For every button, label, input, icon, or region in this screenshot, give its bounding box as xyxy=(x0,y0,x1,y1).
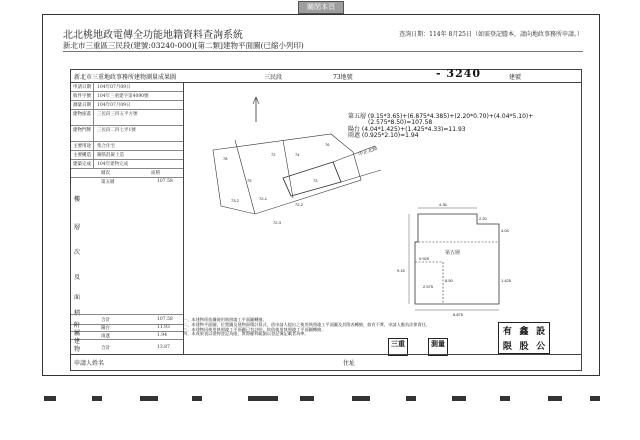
formula-line: 雨遮 (0.925*2.10)=1.94 xyxy=(348,132,419,140)
sub-label: 雨遮 xyxy=(101,334,110,339)
info-label: 主要構造 xyxy=(73,153,91,158)
info-label: 建築完成 xyxy=(73,162,91,167)
formula-line: 陽台 (4.04*1.425)+(1.425*4.33)=11.93 xyxy=(348,125,466,133)
applicant-label: 申請人姓名 xyxy=(74,360,105,367)
dimension-label: 8.50 xyxy=(445,278,453,283)
info-label: 申請日期 xyxy=(73,85,91,90)
formula-line: 第五層 (9.15*3.65)+(6.875*4.385)+(2.20*0.70)+(4.04*5.10)+ xyxy=(348,113,534,120)
dimension-label: 0.925 xyxy=(419,256,430,261)
area-header-area: 面積 xyxy=(151,171,160,176)
seal-char: 設 xyxy=(536,327,546,337)
sub-total-row xyxy=(71,339,183,353)
info-label: 建物座落 xyxy=(73,112,91,117)
sub-value: 11.93 xyxy=(157,325,170,330)
road-label: 中正北路 xyxy=(357,145,379,158)
info-value: 鋼筋混凝土造 xyxy=(97,153,124,158)
area-formula xyxy=(348,114,533,140)
note-line: 一、本建物係依據使用執照竣工平面圖轉繪。 xyxy=(183,317,267,322)
sub-value: 1.94 xyxy=(157,333,168,338)
area-row xyxy=(71,177,183,186)
info-label: 建物門牌 xyxy=(73,128,91,133)
area-header-floor: 層次 xyxy=(101,171,110,176)
dimension-label: 1.425 xyxy=(501,278,512,283)
stamp-text: 測量 xyxy=(431,339,445,348)
side-label: 面 xyxy=(74,294,81,301)
sub-total-label: 合計 xyxy=(101,346,110,351)
seal-char: 鑫 xyxy=(519,327,529,337)
side-label: 樓 xyxy=(74,196,81,203)
sub-label: 陽台 xyxy=(101,326,110,331)
lower-label: 建 xyxy=(74,338,81,345)
lot-label: 72-1 xyxy=(259,196,268,201)
building-number-dash: - xyxy=(436,67,442,80)
side-label: 積 xyxy=(74,310,81,317)
document-subtitle: 新北市三重區三民段(建號:03240-000)[第二類]建物平面圖(已縮小列印) xyxy=(63,41,304,50)
dimension-label: 9.15 xyxy=(397,268,405,273)
lot-label: 72-3 xyxy=(273,220,282,225)
lot-label: 76 xyxy=(325,142,330,147)
formula-line: (2.575*8.50)=107.58 xyxy=(368,119,433,127)
stamp-text: 三重 xyxy=(391,339,405,348)
lot-label: 72-2 xyxy=(295,202,304,207)
survey-office: 新北市三重地政事務所建物測量成果圖 xyxy=(74,74,177,81)
dimension-label: 2.575 xyxy=(423,284,434,289)
lower-label: 物 xyxy=(74,346,81,353)
side-label: 層 xyxy=(74,224,81,231)
lot-label: 74 xyxy=(295,152,300,157)
document-page xyxy=(42,14,600,376)
lower-label: 屬 xyxy=(74,330,81,337)
building-number xyxy=(436,67,481,80)
info-value: 集合住宅 xyxy=(97,144,115,149)
note-line: 四、本成果表以建物登記為限，實際權利範圍以登記簿記載者為準。 xyxy=(183,331,309,337)
seal-char: 股 xyxy=(519,342,529,352)
side-label: 次 xyxy=(74,249,81,256)
survey-notes xyxy=(183,318,483,337)
floor-plan-label: 第五層 xyxy=(445,250,461,256)
building-number-value: 3240 xyxy=(446,67,482,80)
dimension-label: 2.20 xyxy=(479,216,487,221)
seal-char: 有 xyxy=(502,327,512,337)
info-value: 104年07月09日 xyxy=(97,103,131,108)
seal-char: 公 xyxy=(536,342,546,352)
dimension-label: 6.875 xyxy=(453,312,464,317)
district-name: 三民段 xyxy=(264,74,283,81)
info-label: 收件字號 xyxy=(73,94,91,99)
company-seal-icon xyxy=(498,322,550,354)
lot-number: 73地號 xyxy=(333,74,353,81)
total-value: 107.58 xyxy=(157,317,173,322)
lot-label: 73 xyxy=(313,178,318,183)
area-value: 107.58 xyxy=(157,179,173,184)
applicant-row xyxy=(71,354,581,371)
area-floor: 第五層 xyxy=(101,180,115,185)
lower-label: 附 xyxy=(74,322,81,329)
info-value: 三民段二四七弄1號 xyxy=(97,128,136,133)
query-date: 查詢日期：114年 8月25日（如需登記謄本，請向地政事務所申請。） xyxy=(399,31,583,38)
sub-total-value: 13.87 xyxy=(157,345,170,350)
info-row xyxy=(71,109,183,126)
note-line: 二、本建物平面圖、位置圖及建物面積計算式，依申請人提出之使用執照竣工平面圖及其附表轉繪，如有不實，申請人應負法律責任。 xyxy=(183,321,431,327)
survey-sheet xyxy=(70,69,582,371)
seal-char: 限 xyxy=(502,342,512,352)
info-value: 三民段三四五平方號 xyxy=(97,112,138,117)
note-line: 三、本建物因使用執照竣工平面圖已有註明，故依使用執照竣工平面圖轉繪。 xyxy=(183,326,326,332)
side-label: 及 xyxy=(74,274,81,281)
info-label: 主要用途 xyxy=(73,144,91,149)
system-title: 北北桃地政電傳全功能地籍資料查詢系統 xyxy=(63,30,243,41)
dimension-label: 4.36 xyxy=(439,202,447,207)
dimension-label: 4.04 xyxy=(501,228,509,233)
info-value: 104年建物完成 xyxy=(97,162,129,167)
lot-label: 72 xyxy=(271,152,276,157)
info-row xyxy=(71,125,183,142)
info-value: 104年三重建字第4090號 xyxy=(97,94,149,99)
address-label: 住址 xyxy=(343,360,356,367)
lot-label: 73-2 xyxy=(231,198,240,203)
building-suffix: 建號 xyxy=(509,74,522,81)
info-column xyxy=(71,82,184,354)
info-label: 測量日期 xyxy=(73,103,91,108)
lot-label: 75 xyxy=(247,178,252,183)
info-value: 104年07月09日 xyxy=(97,85,131,90)
header-divider xyxy=(63,51,583,52)
total-label: 合計 xyxy=(101,318,110,323)
close-page-button[interactable]: 關閉本頁 xyxy=(298,1,344,14)
lot-label: 78 xyxy=(223,156,228,161)
